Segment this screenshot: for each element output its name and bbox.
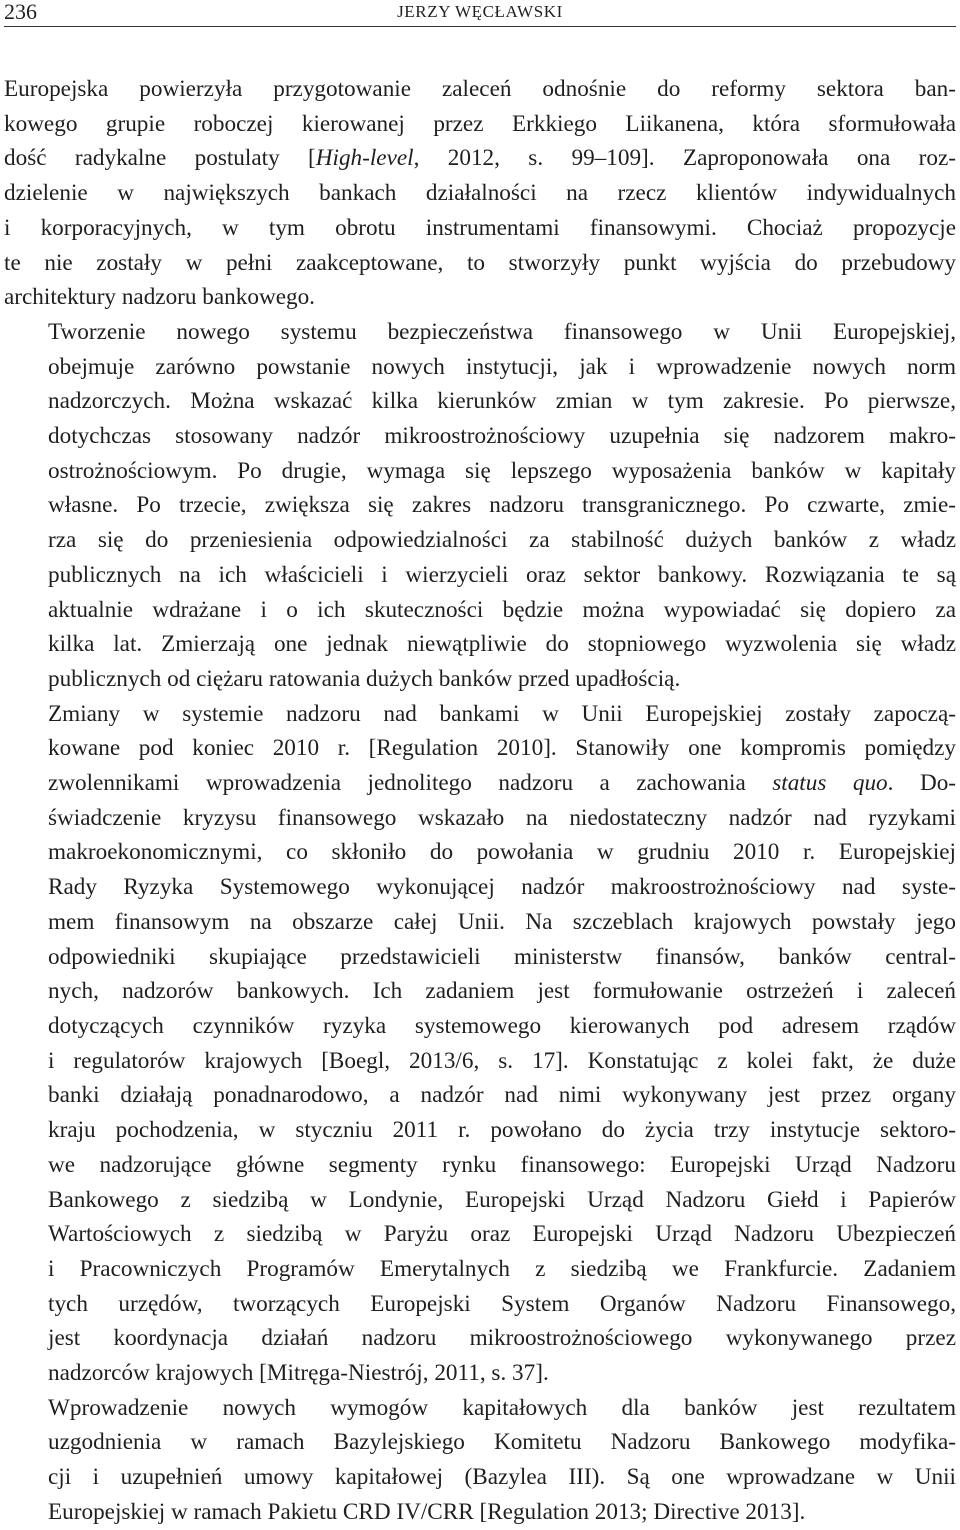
text-line: świadczenie kryzysu finansowego wskazało na niedostateczny nadzór nad ryzykami <box>48 804 956 831</box>
text-line: Bankowego z siedzibą w Londynie, Europejski Urząd Nadzoru Giełd i Papierów <box>48 1186 956 1213</box>
paragraph <box>4 72 956 315</box>
text-line: nych, nadzorów bankowych. Ich zadaniem jest formułowanie ostrzeżeń i zaleceń <box>48 978 956 1005</box>
paragraph <box>4 697 956 1391</box>
text-line: Europejskiej w ramach Pakietu CRD IV/CRR [Regulation 2013; Directive 2013]. <box>48 1498 806 1525</box>
text-line: te nie zostały w pełni zaakceptowane, to stworzyły punkt wyjścia do przebudowy <box>4 249 956 276</box>
text-line: cji i uzupełnień umowy kapitałowej (Bazylea III). Są one wprowadzane w Unii <box>48 1464 956 1491</box>
text-line: Tworzenie nowego systemu bezpieczeństwa finansowego w Unii Europejskiej, <box>48 318 956 345</box>
text-line: nadzorczych. Można wskazać kilka kierunków zmian w tym zakresie. Po pierwsze, <box>48 388 956 415</box>
text-line: i regulatorów krajowych [Boegl, 2013/6, s. 17]. Konstatując z kolei fakt, że duże <box>48 1047 956 1074</box>
text-line: ostrożnościowym. Po drugie, wymaga się lepszego wyposażenia banków w kapitały <box>48 457 956 484</box>
text-line: rza się do przeniesienia odpowiedzialności za stabilność dużych banków z władz <box>48 527 956 554</box>
text-line: tych urzędów, tworzących Europejski System Organów Nadzoru Finansowego, <box>48 1290 956 1317</box>
page-header <box>4 0 956 27</box>
text-line: własne. Po trzecie, zwiększa się zakres nadzoru transgranicznego. Po czwarte, zmie- <box>48 492 956 519</box>
text-line: banki działają ponadnarodowo, a nadzór nad nimi wykonywany jest przez organy <box>48 1082 956 1109</box>
text-line: Wartościowych z siedzibą w Paryżu oraz Europejski Urząd Nadzoru Ubezpieczeń <box>48 1221 956 1248</box>
text-line: aktualnie wdrażane i o ich skuteczności będzie można wypowiadać się dopiero za <box>48 596 956 623</box>
text-line: kilka lat. Zmierzają one jednak niewątpliwie do stopniowego wyzwolenia się władz <box>48 631 956 658</box>
text-line: dość radykalne postulaty [High-level, 2012, s. 99–109]. Zaproponowała ona roz- <box>4 145 956 172</box>
text-line: obejmuje zarówno powstanie nowych instytucji, jak i wprowadzenie nowych norm <box>48 353 956 380</box>
text-line: we nadzorujące główne segmenty rynku finansowego: Europejski Urząd Nadzoru <box>48 1151 956 1178</box>
text-line: architektury nadzoru bankowego. <box>4 284 315 311</box>
text-line: kraju pochodzenia, w styczniu 2011 r. powołano do życia trzy instytucje sektoro- <box>48 1117 956 1144</box>
text-line: publicznych od ciężaru ratowania dużych banków przed upadłością. <box>48 665 681 692</box>
text-line: Rady Ryzyka Systemowego wykonującej nadzór makroostrożnościowy nad syste- <box>48 874 956 901</box>
text-line: zwolennikami wprowadzenia jednolitego nadzoru a zachowania status quo. Do- <box>48 770 957 797</box>
text-line: Europejska powierzyła przygotowanie zaleceń odnośnie do reformy sektora ban- <box>4 76 956 102</box>
text-line: i Pracowniczych Programów Emerytalnych z siedzibą we Frankfurcie. Zadaniem <box>48 1255 956 1282</box>
text-line: uzgodnienia w ramach Bazylejskiego Komitetu Nadzoru Bankowego modyfika- <box>48 1429 956 1456</box>
text-line: makroekonomicznymi, co skłoniło do powołania w grudniu 2010 r. Europejskiej <box>48 839 956 866</box>
text-line: publicznych na ich właścicieli i wierzycieli oraz sektor bankowy. Rozwiązania te są <box>48 561 956 588</box>
text-line: dotyczących czynników ryzyka systemowego kierowanych pod adresem rządów <box>48 1012 956 1039</box>
body-text <box>4 72 956 1530</box>
paragraph <box>4 1391 956 1530</box>
text-line: jest koordynacja działań nadzoru mikroostrożnościowego wykonywanego przez <box>48 1325 956 1352</box>
text-line: nadzorców krajowych [Mitręga-Niestrój, 2011, s. 37]. <box>48 1360 549 1387</box>
text-line: mem finansowym na obszarze całej Unii. Na szczeblach krajowych powstały jego <box>48 908 956 935</box>
text-line: dotychczas stosowany nadzór mikroostrożnościowy uzupełnia się nadzorem makro- <box>48 423 956 450</box>
text-line: odpowiedniki skupiające przedstawicieli ministerstw finansów, banków central- <box>48 943 956 970</box>
text-line: Wprowadzenie nowych wymogów kapitałowych dla banków jest rezultatem <box>48 1394 956 1421</box>
text-line: kowane pod koniec 2010 r. [Regulation 2010]. Stanowiły one kompromis pomiędzy <box>48 735 956 762</box>
running-head: JERZY WĘCŁAWSKI <box>397 2 563 21</box>
text-line: Zmiany w systemie nadzoru nad bankami w Unii Europejskiej zostały zapoczą- <box>48 700 956 727</box>
paragraph <box>4 315 956 697</box>
text-line: kowego grupie roboczej kierowanej przez Erkkiego Liikanena, która sformułowała <box>4 110 956 137</box>
page-number: 236 <box>4 0 37 24</box>
text-line: i korporacyjnych, w tym obrotu instrumentami finansowymi. Chociaż propozycje <box>4 214 956 241</box>
text-line: dzielenie w największych bankach działalności na rzecz klientów indywidualnych <box>4 180 956 207</box>
